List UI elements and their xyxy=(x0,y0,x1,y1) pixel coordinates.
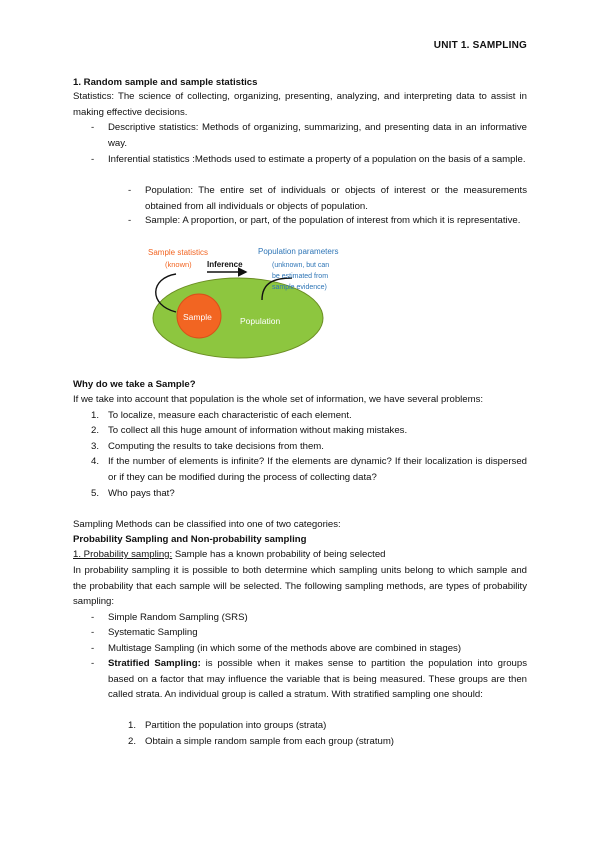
descriptive-statistics-item: Descriptive statistics: Methods of organizing, summarizing, and presenting data in an informative way. xyxy=(108,122,527,149)
unknown-label-line3: sample evidence) xyxy=(272,284,327,291)
sample-definition: Sample: A proportion, or part, of the population of interest from which it is representative. xyxy=(145,215,521,226)
bullet-dash: - xyxy=(128,215,132,226)
bullet-dash: - xyxy=(91,658,95,669)
list-number: 5. xyxy=(91,488,100,499)
sample-statistics-label: Sample statistics xyxy=(148,248,209,257)
list-number: 4. xyxy=(91,456,100,467)
inferential-statistics-item: Inferential statistics :Methods used to estimate a property of a population on the basis of a sample. xyxy=(108,154,526,165)
bullet-dash: - xyxy=(91,627,95,638)
list-number: 2. xyxy=(128,736,137,747)
population-text: Population xyxy=(240,316,281,326)
stratified-step: Partition the population into groups (strata) xyxy=(145,720,327,731)
unknown-label-line2: be estimated from xyxy=(272,273,329,280)
list-number: 1. xyxy=(128,720,137,731)
stratified-sampling-label: Stratified Sampling: xyxy=(108,658,201,669)
sample-text: Sample xyxy=(183,312,212,322)
statistics-definition: Statistics: The science of collecting, organizing, presenting, analyzing, and interpreting data to assist in making effective decisions. xyxy=(73,91,527,118)
section1-heading: 1. Random sample and sample statistics xyxy=(73,77,258,88)
stratified-sampling-text: is possible when it makes sense to partition the population into groups based on a factor that may influence the variable that is being measured. These groups are then called strata. An individual group is called a stratum. With stratified sampling one should: xyxy=(108,658,527,701)
method-item: Systematic Sampling xyxy=(108,627,198,638)
inference-label: Inference xyxy=(207,260,243,269)
list-number: 3. xyxy=(91,441,100,452)
bullet-dash: - xyxy=(91,643,95,654)
bullet-dash: - xyxy=(91,612,95,623)
problem-item: If the number of elements is infinite? If the elements are dynamic? If their localization is dispersed or if they can be modified during the process of collecting data? xyxy=(108,456,527,483)
method-item: Multistage Sampling (in which some of the methods above are combined in stages) xyxy=(108,643,462,654)
bullet-dash: - xyxy=(91,154,95,165)
stratified-step: Obtain a simple random sample from each group (stratum) xyxy=(145,736,395,747)
problem-item: To collect all this huge amount of information without making mistakes. xyxy=(108,425,408,436)
unit-header: UNIT 1. SAMPLING xyxy=(433,40,527,51)
problem-item: Who pays that? xyxy=(108,488,175,499)
problem-item: To localize, measure each characteristic of each element. xyxy=(108,410,352,421)
probability-sampling-label: 1. Probability sampling: xyxy=(73,549,173,560)
methods-categories: Probability Sampling and Non-probability sampling xyxy=(73,534,307,545)
list-number: 2. xyxy=(91,425,100,436)
bullet-dash: - xyxy=(91,122,95,133)
problem-item: Computing the results to take decisions from them. xyxy=(108,441,324,452)
method-item: Simple Random Sampling (SRS) xyxy=(108,612,248,623)
list-number: 1. xyxy=(91,410,100,421)
population-parameters-label: Population parameters xyxy=(258,247,339,256)
bullet-dash: - xyxy=(128,185,132,196)
population-definition: Population: The entire set of individuals or objects of interest or the measurements obtained from all individuals or objects of population. xyxy=(145,185,527,212)
probability-sampling-line xyxy=(73,547,527,563)
probability-sampling-text: Sample has a known probability of being selected xyxy=(172,549,386,560)
stratified-sampling-item xyxy=(108,656,527,703)
why-sample-intro: If we take into account that population is the whole set of information, we have several problems: xyxy=(73,394,484,405)
unknown-label-line1: (unknown, but can xyxy=(272,262,330,269)
probability-sampling-paragraph: In probability sampling it is possible to both determine which sampling units belong to which sample and the probability that each sample will be selected. The following sampling methods, are types of probability sampling: xyxy=(73,565,527,608)
known-label: (known) xyxy=(165,260,192,269)
methods-intro: Sampling Methods can be classified into one of two categories: xyxy=(73,519,341,530)
why-sample-heading: Why do we take a Sample? xyxy=(73,379,196,390)
